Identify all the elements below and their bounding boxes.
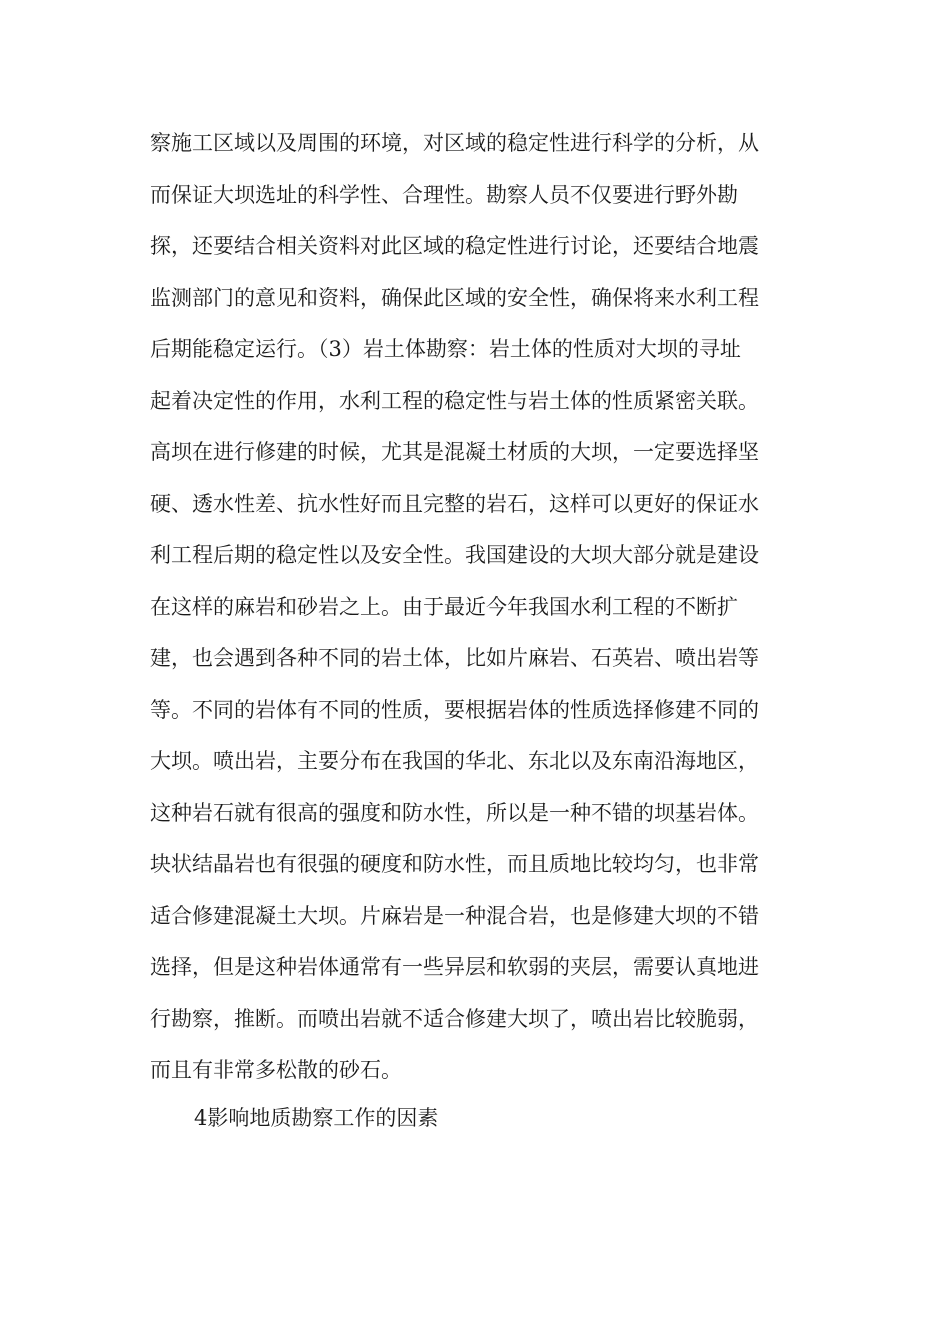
paragraph-line: 块状结晶岩也有很强的硬度和防水性，而且质地比较均匀，也非常 <box>150 852 759 876</box>
paragraph-line: 察施工区域以及周围的环境，对区域的稳定性进行科学的分析，从 <box>150 131 759 155</box>
paragraph-line: 适合修建混凝土大坝。片麻岩是一种混合岩，也是修建大坝的不错 <box>150 903 759 928</box>
paragraph-line: 建，也会遇到各种不同的岩土体，比如片麻岩、石英岩、喷出岩等 <box>150 646 759 670</box>
paragraph-line: 而且有非常多松散的砂石。 <box>150 1058 402 1082</box>
section-heading: 4影响地质勘察工作的因素 <box>194 1106 439 1130</box>
paragraph-line: 大坝。喷出岩，主要分布在我国的华北、东北以及东南沿海地区， <box>150 749 759 773</box>
paragraph-line: 监测部门的意见和资料，确保此区域的安全性，确保将来水利工程 <box>150 285 759 310</box>
paragraph-line: 在这样的麻岩和砂岩之上。由于最近今年我国水利工程的不断扩 <box>150 594 738 619</box>
paragraph-line: 高坝在进行修建的时候，尤其是混凝土材质的大坝，一定要选择坚 <box>150 440 759 464</box>
paragraph-line: 探，还要结合相关资料对此区域的稳定性进行讨论，还要结合地震 <box>150 234 759 258</box>
paragraph-line: 而保证大坝选址的科学性、合理性。勘察人员不仅要进行野外勘 <box>150 182 738 207</box>
paragraph-line: 等。不同的岩体有不同的性质，要根据岩体的性质选择修建不同的 <box>150 697 759 722</box>
body-paragraph <box>150 118 810 1097</box>
paragraph-line: 选择，但是这种岩体通常有一些异层和软弱的夹层，需要认真地进 <box>150 955 759 979</box>
paragraph-line: 起着决定性的作用，水利工程的稳定性与岩土体的性质紧密关联。 <box>150 388 759 413</box>
paragraph-line: 硬、透水性差、抗水性好而且完整的岩石，这样可以更好的保证水 <box>150 491 759 516</box>
paragraph-line: 后期能稳定运行。（3）岩土体勘察：岩土体的性质对大坝的寻址 <box>150 337 741 361</box>
paragraph-line: 这种岩石就有很高的强度和防水性，所以是一种不错的坝基岩体。 <box>150 800 759 825</box>
paragraph-line: 利工程后期的稳定性以及安全性。我国建设的大坝大部分就是建设 <box>150 543 759 567</box>
paragraph-line: 行勘察，推断。而喷出岩就不适合修建大坝了，喷出岩比较脆弱， <box>150 1006 759 1031</box>
